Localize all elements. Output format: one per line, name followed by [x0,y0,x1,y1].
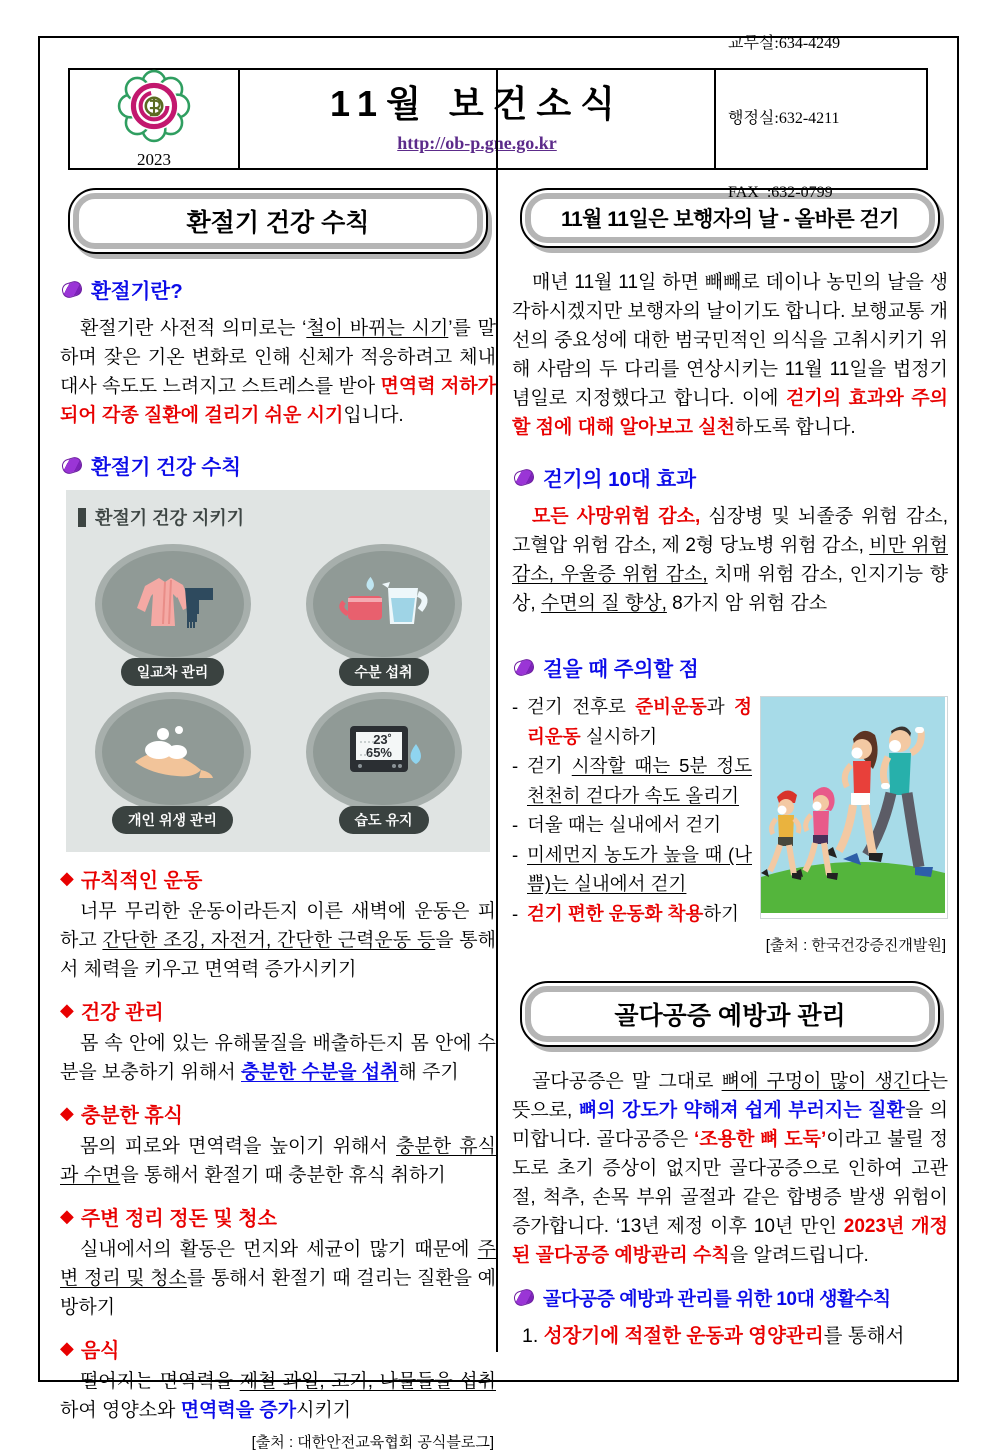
tile-hydration [289,544,478,686]
bar-icon [78,508,86,527]
dash-icon: - [512,814,519,835]
crayon-icon [60,279,84,299]
walking-day-title: 11월 11일은 보행자의 날 - 올바른 걷기 [525,193,935,243]
dash-icon: - [512,755,519,776]
title-cell [240,70,714,168]
infographic-grid [78,544,478,834]
infographic-title: 환절기 건강 지키기 [95,508,245,528]
dash-icon: - [512,902,519,924]
sub-paragraph: 떨어지는 면역력을 제철 과일, 고기, 나물들을 섭취하여 영양소와 면역력을 증가시키기 [60,1371,496,1421]
hygro-hum-svg: 65% [365,745,392,760]
newsletter-title: 11월 보건소식 [330,82,624,124]
heading-osteo-rules [514,1284,948,1311]
heading-season-health-rules [62,450,496,480]
sub-heading: 음식 [80,1340,120,1362]
phone-line-2: 행정실:632-4211 [728,109,840,127]
header [68,35,928,201]
cautions-source-caption: [출처 : 한국건강증진개발원] [765,937,946,954]
cautions-list [512,692,752,928]
dash-icon: - [512,696,519,717]
heading-walking-effects [514,462,948,492]
sub-paragraph: 너무 무리한 운동이라든지 이른 새벽에 운동은 피하고 간단한 조깅, 자전거, 간단한 근력운동 등을 통해서 체력을 키우고 면역력 증가시키기 [60,901,496,980]
subsection-exercise [60,864,496,984]
infographic-title-row [78,504,478,530]
contact-cell [714,35,926,201]
hygrometer-icon [306,692,462,812]
diamond-icon: ◆ [60,1103,74,1123]
diamond-icon: ◆ [60,1206,74,1226]
subsection-cleaning [60,1202,496,1322]
list-item [512,899,752,929]
sub-heading: 주변 정리 정돈 및 청소 [80,1208,277,1230]
crayon-icon [512,467,536,487]
osteo-rule-1: 1. 성장기에 적절한 운동과 영양관리를 통해서 [522,1325,905,1347]
list-item-text: 걷기 시작할 때는 5분 정도 천천히 걷다가 속도 올리기 [527,755,752,806]
school-emblem-icon [117,69,191,148]
page-border [38,35,959,1451]
heading-text: 걷기의 10대 효과 [543,468,697,491]
walking-family-image [760,696,948,919]
tile-humidity [289,692,478,834]
heading-walking-cautions [514,652,948,682]
year-label: 2023 [137,149,171,169]
osteoporosis-paragraph: 골다공증은 말 그대로 뼈에 구멍이 많이 생긴다는 뜻으로, 뼈의 강도가 약해져 쉽게 부러지는 질환을 의미합니다. 골다공증은 ‘조용한 뼈 도둑’이라고 불릴 정도로 초기 증상이 없지만 골다공증으로 인하여 고관절, 척추, 손목 부위 골절과 같은 합병증 발생 위험이 증가합니다. ‘13년 제정 이후 10년 만인 2023년 개정된 골다공증 예방관리 수칙을 알려드립니다. [512,1071,949,1266]
diamond-icon: ◆ [60,868,74,888]
heading-text: 걸을 때 주의할 점 [543,658,699,681]
right-column [512,184,948,1351]
left-source-caption: [출처 : 대한안전교육협회 공식블로그] [251,1434,494,1451]
list-item [512,840,752,899]
dash-icon: - [512,843,519,865]
walking-effects-paragraph: 모든 사망위험 감소, 심장병 및 뇌졸중 위험 감소, 고혈압 위험 감소, 제 2형 당뇨병 위험 감소, 비만 위험 감소, 우울증 위험 감소, 치매 위험 감소, 인지기능 향상, 수면의 질 향상, 8가지 암 위험 감소 [512,506,949,614]
list-item [512,810,752,840]
tile-label: 습도 유지 [339,806,429,834]
fax-line: FAX :632-0799 [728,184,833,201]
list-item-text: 미세먼지 농도가 높을 때 (나쁨)는 실내에서 걷기 [527,843,752,894]
water-icon [306,544,462,664]
sub-heading: 충분한 휴식 [80,1105,184,1127]
tile-label: 개인 위생 관리 [112,806,233,834]
osteoporosis-title: 골다공증 예방과 관리 [525,986,935,1042]
heading-text: 환절기 건강 수칙 [91,456,242,479]
sub-heading: 건강 관리 [80,1002,164,1024]
sub-paragraph: 몸의 피로와 면역력을 높이기 위해서 충분한 휴식과 수면을 통해서 환절기 때 충분한 휴식 취하기 [60,1136,496,1186]
subsection-rest [60,1099,496,1190]
list-item-text: 걷기 전후로 준비운동과 정리운동 실시하기 [527,696,752,747]
list-item-text: 걷기 편한 운동화 착용하기 [527,902,740,924]
clothes-icon [95,544,251,664]
walking-day-intro: 매년 11월 11일 하면 빼빼로 데이나 농민의 날을 생각하시겠지만 보행자의 날이기도 합니다. 보행교통 개선의 중요성에 대한 범국민적인 의식을 고취시키기 위해 사람의 두 다리를 연상시키는 11월 11일을 법정기념일로 지정했다고 합니다. 이에 걷기의 효과와 주의할 점에 대해 알아보고 실천하도록 합니다. [512,272,949,438]
heading-text: 골다공증 예방과 관리를 위한 10대 생활수칙 [543,1289,891,1310]
tile-hygiene [78,692,267,834]
season-change-paragraph: 환절기란 사전적 의미로는 ‘철이 바뀌는 시기’를 말하며 잦은 기온 변화로 인해 신체가 적응하려고 체내 대사 속도도 느려지고 스트레스를 받아 면역력 저하가 되어 각종 질환에 걸리기 쉬운 시기입니다. [60,318,497,426]
school-logo-cell [70,70,240,168]
sub-paragraph: 몸 속 안에 있는 유해물질을 배출하든지 몸 안에 수분을 보충하기 위해서 충분한 수분을 섭취해 주기 [60,1033,496,1083]
hygro-temp-svg: 23˚ [372,732,392,747]
sub-heading: 규칙적인 운동 [80,870,203,892]
diamond-icon: ◆ [60,1338,74,1358]
column-divider [496,68,498,1352]
handwash-icon [95,692,251,812]
subsection-food [60,1334,496,1425]
crayon-icon [512,657,536,677]
subsection-health-care [60,996,496,1087]
school-website-link[interactable]: http://ob-p.gne.go.kr [397,133,557,154]
left-column [60,184,496,1452]
left-section-title: 환절기 건강 수칙 [73,193,483,249]
list-item [512,692,752,751]
list-item [512,751,752,810]
left-section-title-box [68,188,488,254]
crayon-icon [60,455,84,475]
osteoporosis-title-box [520,981,940,1047]
heading-what-is-season-change [62,274,496,304]
crayon-icon [512,1287,536,1307]
cautions-block [512,692,948,928]
tile-label: 일교차 관리 [121,658,225,686]
tile-temperature-care [78,544,267,686]
season-health-infographic [66,490,490,852]
tile-label: 수분 섭취 [339,658,429,686]
diamond-icon: ◆ [60,1000,74,1020]
list-item-text: 더울 때는 실내에서 걷기 [527,814,722,835]
phone-line-1: 교무실:634-4249 [728,35,841,53]
heading-text: 환절기란? [91,280,183,303]
sub-paragraph: 실내에서의 활동은 먼지와 세균이 많기 때문에 주변 정리 및 청소를 통해서 환절기 때 걸리는 질환을 예방하기 [60,1239,496,1318]
